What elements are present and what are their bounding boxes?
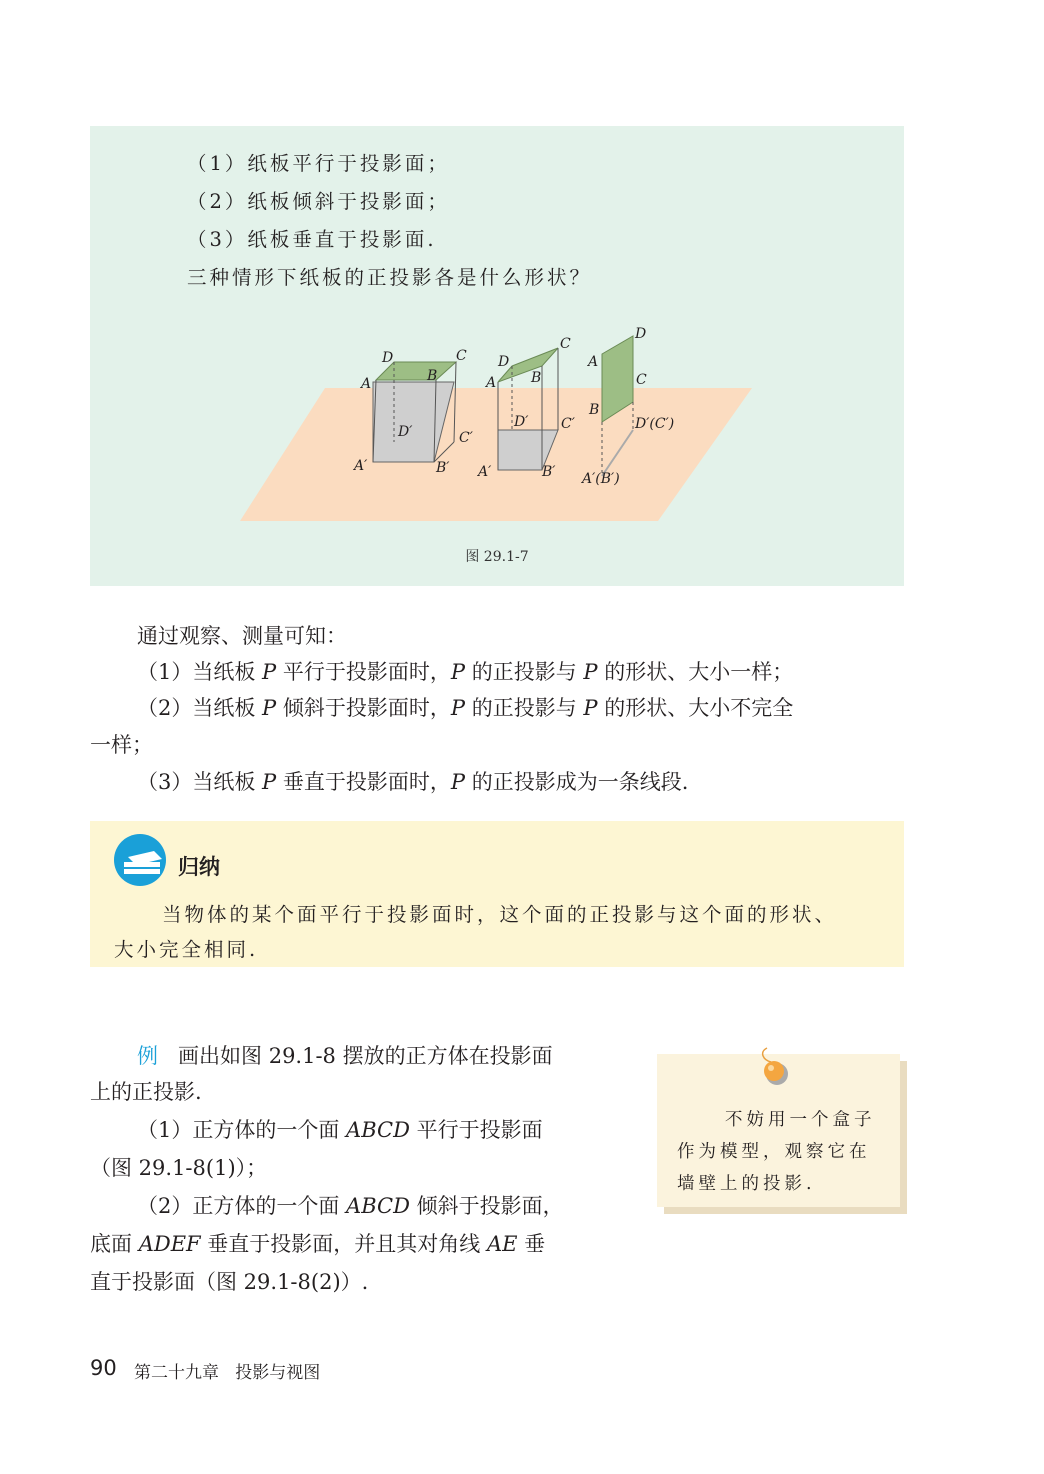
example-line-1 [137, 1044, 553, 1069]
observation-intro: 通过观察、测量可知： [137, 624, 347, 648]
text: 倾斜于投影面时， [276, 696, 451, 720]
var: P [450, 770, 466, 794]
label: B [531, 370, 542, 386]
text: 垂直于投影面，并且其对角线 [200, 1232, 487, 1256]
label: D′ [514, 414, 529, 430]
example-line-3 [137, 1118, 543, 1143]
activity-item-1: （1）纸板平行于投影面； [187, 152, 450, 175]
activity-item-3: （3）纸板垂直于投影面. [187, 228, 437, 251]
text: 平行于投影面 [409, 1118, 543, 1142]
observation-p2-continued: 一样； [90, 733, 153, 757]
var: P [450, 696, 466, 720]
label: B′ [542, 464, 556, 480]
var: ABCD [346, 1194, 410, 1218]
observation-p3 [137, 770, 688, 795]
var: ADEF [138, 1232, 201, 1256]
label: B′ [436, 460, 450, 476]
label: A [361, 376, 372, 392]
text: 的正投影成为一条线段. [465, 770, 689, 794]
books-icon [114, 831, 172, 889]
activity-box [90, 126, 904, 586]
note-line-3: 墙壁上的投影. [677, 1174, 816, 1194]
label: A′ [478, 464, 492, 480]
text: 的形状、大小一样； [597, 660, 794, 684]
projection-plane [240, 388, 752, 521]
example-line-5 [137, 1194, 564, 1219]
label: A [486, 375, 497, 391]
label: B [589, 402, 600, 418]
text: 平行于投影面时， [276, 660, 451, 684]
var: P [262, 660, 277, 684]
example-label: 例 [137, 1044, 158, 1068]
var: P [583, 696, 598, 720]
var: AE [486, 1232, 518, 1256]
label: C′ [459, 430, 473, 446]
page-number: 90 [90, 1356, 117, 1380]
text: 倾斜于投影面， [409, 1194, 564, 1218]
text: 画出如图 29.1-8 摆放的正方体在投影面 [178, 1044, 553, 1068]
text: 的形状、大小不完全 [597, 696, 794, 720]
example-line-4: （图 29.1-8(1)）； [90, 1156, 268, 1180]
text: 底面 [90, 1232, 139, 1256]
chapter-title: 第二十九章 投影与视图 [134, 1363, 321, 1383]
text: 的正投影与 [465, 696, 584, 720]
text: 垂 [517, 1232, 546, 1256]
example-line-6 [90, 1232, 545, 1257]
example-line-2: 上的正投影. [90, 1080, 202, 1104]
label: D [498, 354, 510, 370]
var: P [583, 660, 598, 684]
note-line-1: 不妨用一个盒子 [725, 1110, 876, 1130]
label: D [635, 326, 647, 342]
example-line-7: 直于投影面（图 29.1-8(2)）. [90, 1270, 369, 1294]
observation-p1 [137, 660, 793, 685]
text: （3）当纸板 [137, 770, 263, 794]
text: （2）正方体的一个面 [137, 1194, 347, 1218]
label: D′ [398, 424, 413, 440]
label: B [427, 368, 438, 384]
pushpin-icon [755, 1044, 795, 1088]
summary-line-2: 大小完全相同. [114, 938, 259, 961]
var: P [262, 770, 277, 794]
note-line-2: 作为模型，观察它在 [677, 1142, 871, 1162]
figure-caption: 图 29.1-7 [465, 549, 529, 565]
label: C [560, 336, 571, 352]
text: （2）当纸板 [137, 696, 263, 720]
note-card [657, 1054, 900, 1207]
figure-29-1-7 [90, 126, 904, 586]
text: （1）当纸板 [137, 660, 263, 684]
var: P [450, 660, 466, 684]
text: 垂直于投影面时， [276, 770, 451, 794]
var: P [262, 696, 277, 720]
summary-box [90, 821, 904, 967]
label: A [588, 354, 599, 370]
label: A′ [354, 458, 368, 474]
text: （1）正方体的一个面 [137, 1118, 347, 1142]
activity-item-2: （2）纸板倾斜于投影面； [187, 190, 450, 213]
label: C [456, 348, 467, 364]
activity-question: 三种情形下纸板的正投影各是什么形状？ [187, 266, 593, 289]
label: A′(B′) [582, 471, 620, 487]
label: C′ [561, 416, 575, 432]
label: C [636, 372, 647, 388]
label: D [382, 350, 394, 366]
observation-p2 [137, 696, 793, 721]
var: ABCD [346, 1118, 410, 1142]
summary-title: 归纳 [178, 855, 220, 879]
label: D′(C′) [635, 416, 675, 432]
summary-line-1: 当物体的某个面平行于投影面时，这个面的正投影与这个面的形状、 [162, 903, 838, 926]
text: 的正投影与 [465, 660, 584, 684]
